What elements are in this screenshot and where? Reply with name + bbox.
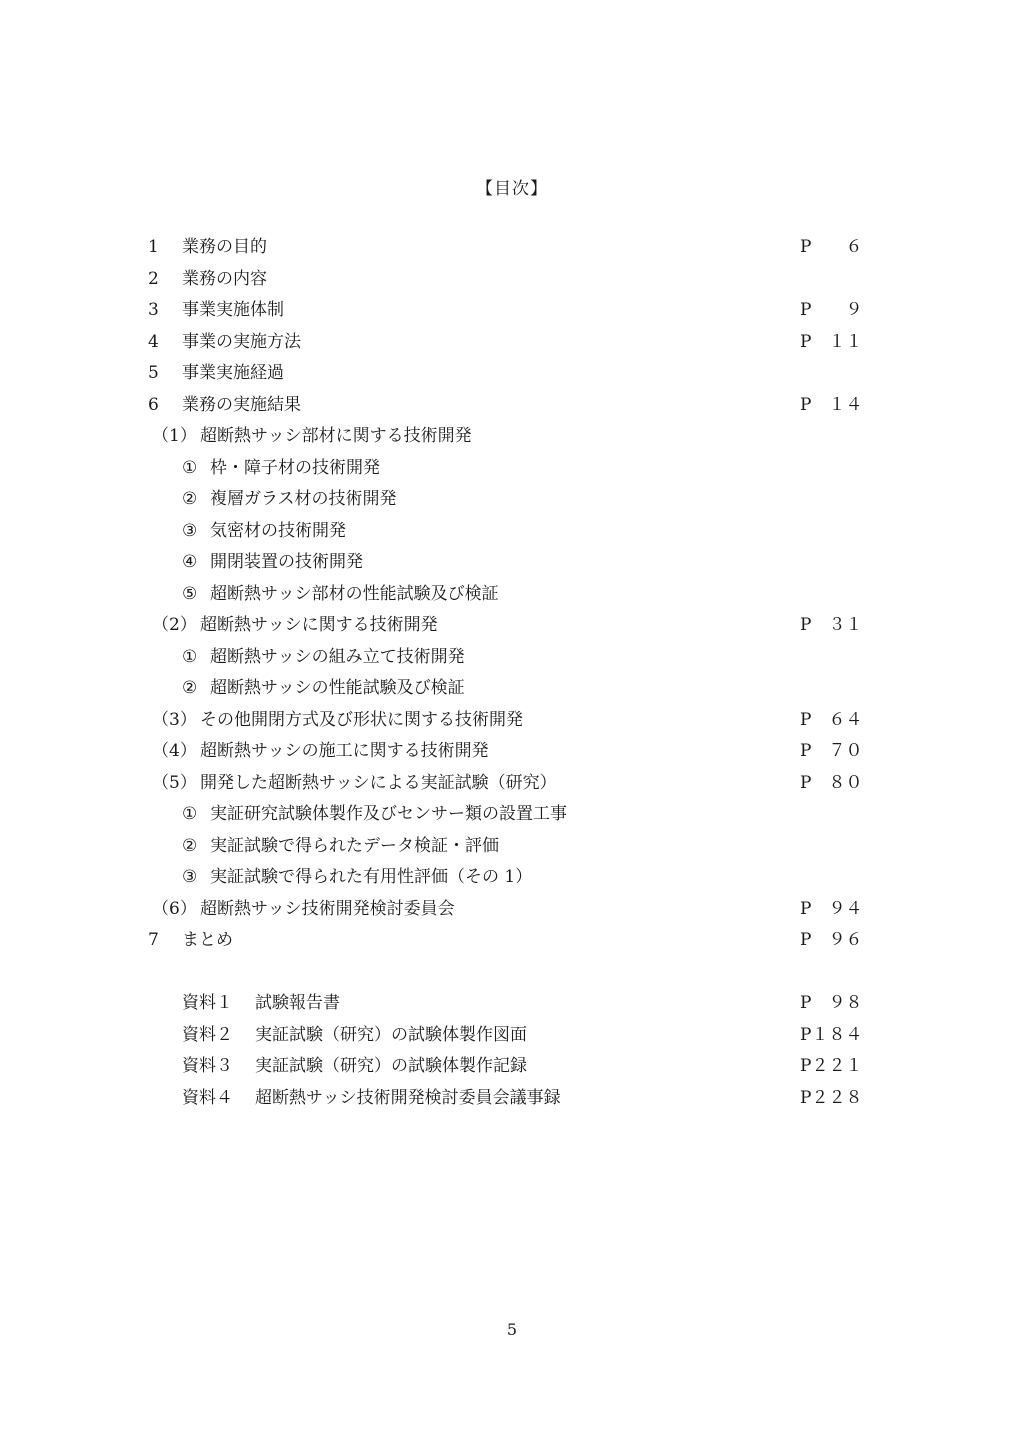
- toc-entry: [148, 894, 870, 926]
- appendix-number: 資料２: [182, 1024, 233, 1045]
- toc-entry: [148, 358, 870, 390]
- toc-entry-number: ③: [182, 520, 198, 541]
- toc-entry: [148, 862, 870, 894]
- toc-entry-label: 気密材の技術開発: [210, 520, 346, 541]
- toc-entry: [148, 768, 870, 800]
- toc-entry: [148, 453, 870, 485]
- toc-entry-number: 3: [148, 300, 159, 320]
- appendix-entry: [148, 1051, 870, 1083]
- toc-entry-page: P ６４: [800, 709, 863, 730]
- appendix-entry: [148, 1083, 870, 1115]
- toc-entry-label: まとめ: [182, 930, 233, 950]
- toc-entry-label: 超断熱サッシの施工に関する技術開発: [200, 741, 489, 761]
- toc-list: [148, 232, 870, 1114]
- toc-entry-number: ①: [182, 646, 198, 667]
- toc-entry-number: （2）: [152, 615, 197, 635]
- toc-entry: [148, 642, 870, 674]
- toc-entry-label: 超断熱サッシの性能試験及び検証: [210, 678, 465, 698]
- toc-entry-number: 1: [148, 237, 159, 257]
- toc-entry-number: （3）: [152, 709, 197, 730]
- appendix-page: P２２８: [800, 1087, 863, 1108]
- toc-entry-number: 7: [148, 930, 159, 950]
- toc-entry-page: P １１: [800, 331, 863, 352]
- toc-entry-label: 開発した超断熱サッシによる実証試験（研究）: [200, 772, 557, 793]
- toc-entry: [148, 484, 870, 516]
- toc-entry-number: ②: [182, 835, 198, 856]
- toc-entry-page: P ８０: [800, 772, 863, 793]
- appendix-entry: [148, 1020, 870, 1052]
- appendix-label: 超断熱サッシ技術開発検討委員会議事録: [255, 1087, 561, 1108]
- toc-entry-page: P ６: [800, 237, 863, 257]
- toc-entry-number: ③: [182, 867, 198, 887]
- toc-entry-page: P ７０: [800, 741, 863, 761]
- toc-entry-label: 実証試験で得られたデータ検証・評価: [210, 835, 499, 856]
- toc-entry: [148, 232, 870, 264]
- appendix-page: P１８４: [800, 1024, 863, 1045]
- toc-entry-label: 枠・障子材の技術開発: [210, 457, 380, 478]
- toc-entry-number: ①: [182, 457, 198, 478]
- toc-entry-label: 超断熱サッシ部材に関する技術開発: [200, 426, 472, 446]
- appendix-number: 資料１: [182, 993, 233, 1013]
- toc-entry-label: 超断熱サッシ技術開発検討委員会: [200, 898, 455, 919]
- section-spacer: [148, 957, 870, 989]
- appendix-number: 資料４: [182, 1087, 233, 1108]
- appendix-label: 実証試験（研究）の試験体製作記録: [255, 1056, 527, 1076]
- toc-entry: [148, 579, 870, 611]
- toc-entry-label: 実証試験で得られた有用性評価（その 1）: [210, 867, 533, 887]
- toc-entry: [148, 925, 870, 957]
- toc-entry: [148, 516, 870, 548]
- toc-entry-label: 業務の内容: [182, 268, 267, 289]
- toc-entry-label: 事業の実施方法: [182, 331, 301, 352]
- appendix-entry: [148, 988, 870, 1020]
- page-number: 5: [506, 1320, 518, 1339]
- toc-entry-label: その他開閉方式及び形状に関する技術開発: [200, 709, 523, 730]
- toc-entry-label: 超断熱サッシ部材の性能試験及び検証: [210, 583, 499, 604]
- toc-entry-number: 2: [148, 268, 159, 289]
- toc-entry-label: 実証研究試験体製作及びセンサー類の設置工事: [210, 804, 567, 824]
- toc-entry: [148, 799, 870, 831]
- toc-entry-label: 超断熱サッシの組み立て技術開発: [210, 646, 465, 667]
- toc-entry: [148, 705, 870, 737]
- toc-entry-number: ⑤: [182, 583, 198, 604]
- toc-entry: [148, 295, 870, 327]
- toc-entry-number: （1）: [152, 426, 197, 446]
- toc-entry-label: 開閉装置の技術開発: [210, 552, 363, 572]
- toc-entry-number: （6）: [152, 898, 197, 919]
- toc-entry: [148, 736, 870, 768]
- toc-title: 【目次】: [476, 179, 548, 199]
- toc-entry: [148, 264, 870, 296]
- toc-entry: [148, 610, 870, 642]
- toc-entry-number: （5）: [152, 772, 197, 793]
- toc-entry-label: 業務の目的: [182, 237, 267, 257]
- toc-entry-number: ②: [182, 489, 198, 509]
- toc-entry-label: 事業実施体制: [182, 300, 284, 320]
- toc-entry: [148, 547, 870, 579]
- appendix-page: P２２１: [800, 1056, 863, 1076]
- toc-entry-number: ④: [182, 552, 198, 572]
- toc-entry-label: 超断熱サッシに関する技術開発: [200, 615, 438, 635]
- toc-entry-page: P ３１: [800, 615, 863, 635]
- toc-entry-number: ①: [182, 804, 198, 824]
- toc-entry-number: ②: [182, 678, 198, 698]
- toc-entry-page: P １４: [800, 394, 863, 415]
- appendix-label: 試験報告書: [255, 993, 340, 1013]
- toc-entry-number: 4: [148, 331, 159, 352]
- toc-entry-page: P ９: [800, 300, 863, 320]
- toc-entry-page: P ９４: [800, 898, 863, 919]
- toc-entry-label: 事業実施経過: [182, 363, 284, 383]
- toc-entry: [148, 421, 870, 453]
- toc-entry: [148, 390, 870, 422]
- toc-entry-number: （4）: [152, 741, 197, 761]
- toc-entry-page: P ９６: [800, 930, 863, 950]
- toc-entry: [148, 327, 870, 359]
- toc-entry-label: 複層ガラス材の技術開発: [210, 489, 397, 509]
- toc-entry: [148, 831, 870, 863]
- appendix-number: 資料３: [182, 1056, 233, 1076]
- toc-entry: [148, 673, 870, 705]
- toc-entry-label: 業務の実施結果: [182, 394, 301, 415]
- appendix-page: P ９８: [800, 993, 863, 1013]
- appendix-label: 実証試験（研究）の試験体製作図面: [255, 1024, 527, 1045]
- toc-entry-number: 5: [148, 363, 159, 383]
- toc-entry-number: 6: [148, 394, 159, 415]
